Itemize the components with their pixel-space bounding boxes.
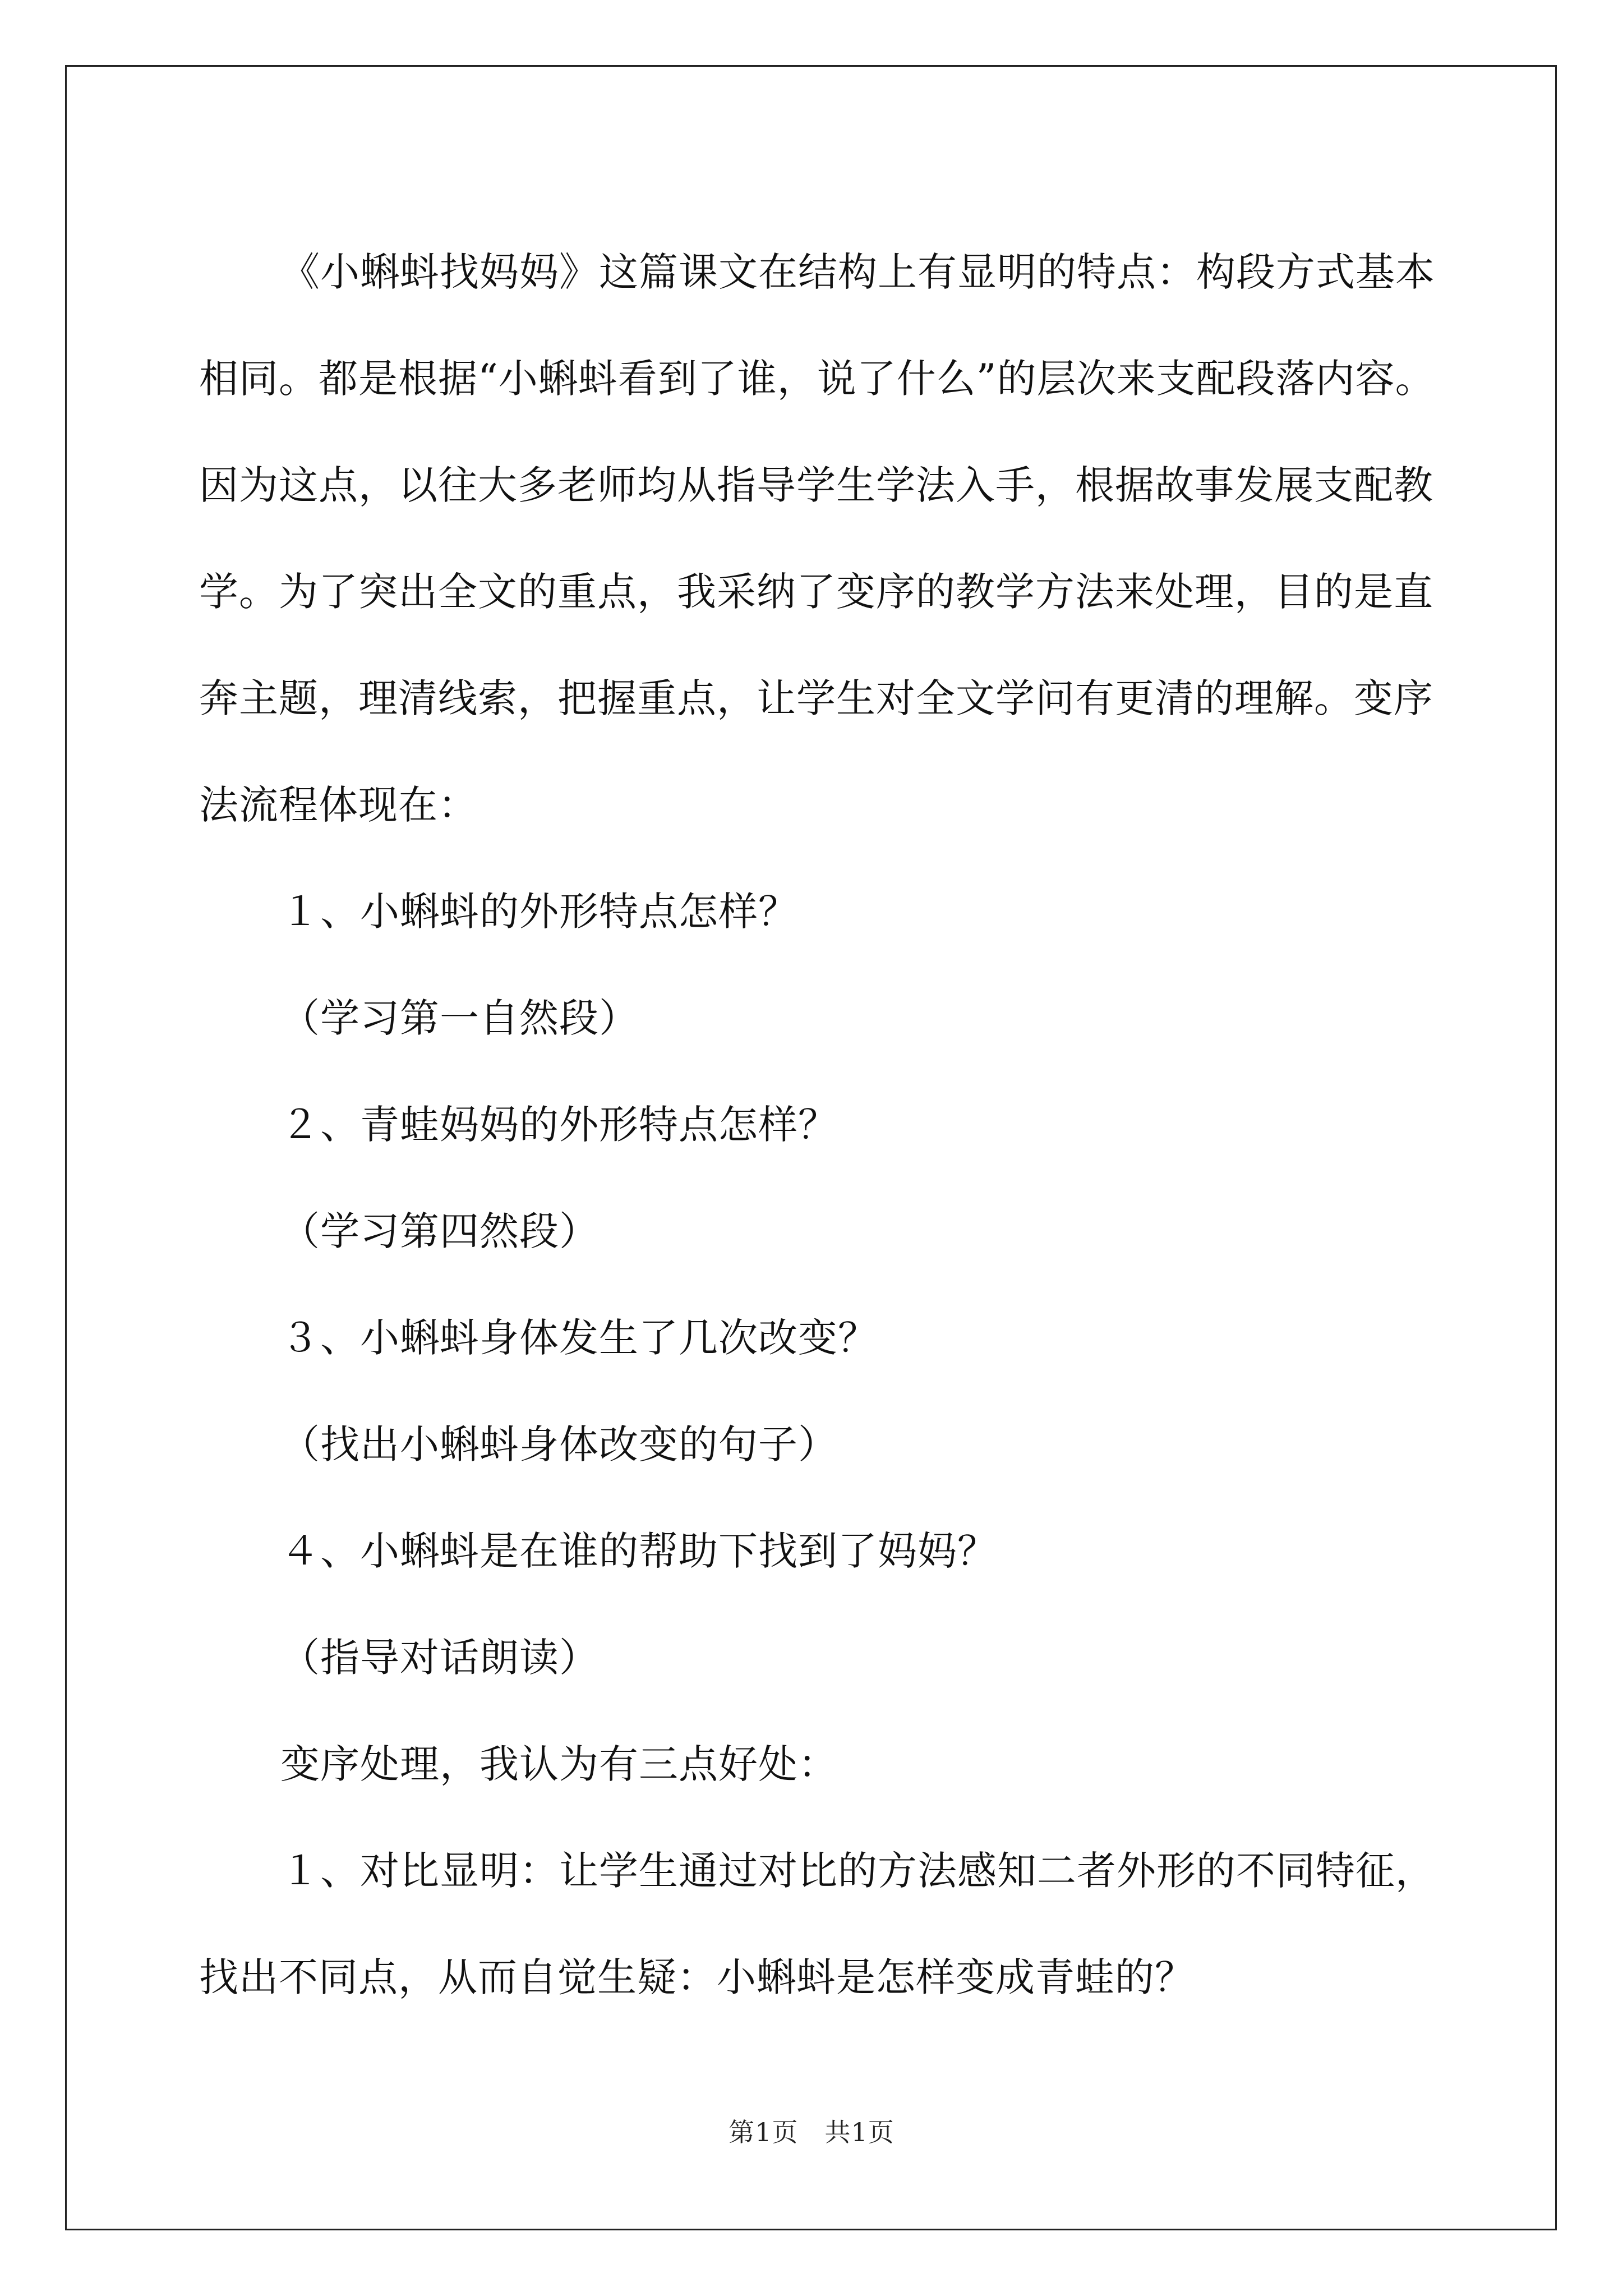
- page-footer: 第1页 共1页: [728, 2117, 895, 2147]
- paragraph-intro: 《小蝌蚪找妈妈》这篇课文在结构上有显明的特点：构段方式基本相同。都是根据“小蝌蚪看到了谁，说了什么”的层次来支配段落内容。因为这点，以往大多老师均从指导学生学法入手，根据故事发展支配教学。为了突出全文的重点，我采纳了变序的教学方法来处理，目的是直奔主题，理清线索，把握重点，让学生对全文学问有更清的理解。变序法流程体现在：: [199, 249, 1435, 828]
- paragraph-benefits-intro: 变序处理，我认为有三点好处：: [280, 1741, 838, 1787]
- paragraph-item-2-note: （学习第四然段）: [280, 1208, 599, 1254]
- paragraph-item-2: ２、青蛙妈妈的外形特点怎样？: [280, 1102, 838, 1148]
- paragraph-item-3-note: （找出小蝌蚪身体改变的句子）: [280, 1421, 838, 1467]
- paragraph-item-4-note: （指导对话朗读）: [280, 1635, 599, 1681]
- paragraph-item-1-note: （学习第一自然段）: [280, 995, 639, 1041]
- document-body: [199, 219, 1461, 2031]
- paragraph-item-3: ３、小蝌蚪身体发生了几次改变？: [280, 1315, 878, 1361]
- paragraph-benefit-1: １、对比显明：让学生通过对比的方法感知二者外形的不同特征，找出不同点，从而自觉生疑：小蝌蚪是怎样变成青蛙的？: [199, 1848, 1435, 2000]
- paragraph-item-1: １、小蝌蚪的外形特点怎样？: [280, 889, 798, 935]
- paragraph-item-4: ４、小蝌蚪是在谁的帮助下找到了妈妈？: [280, 1528, 997, 1574]
